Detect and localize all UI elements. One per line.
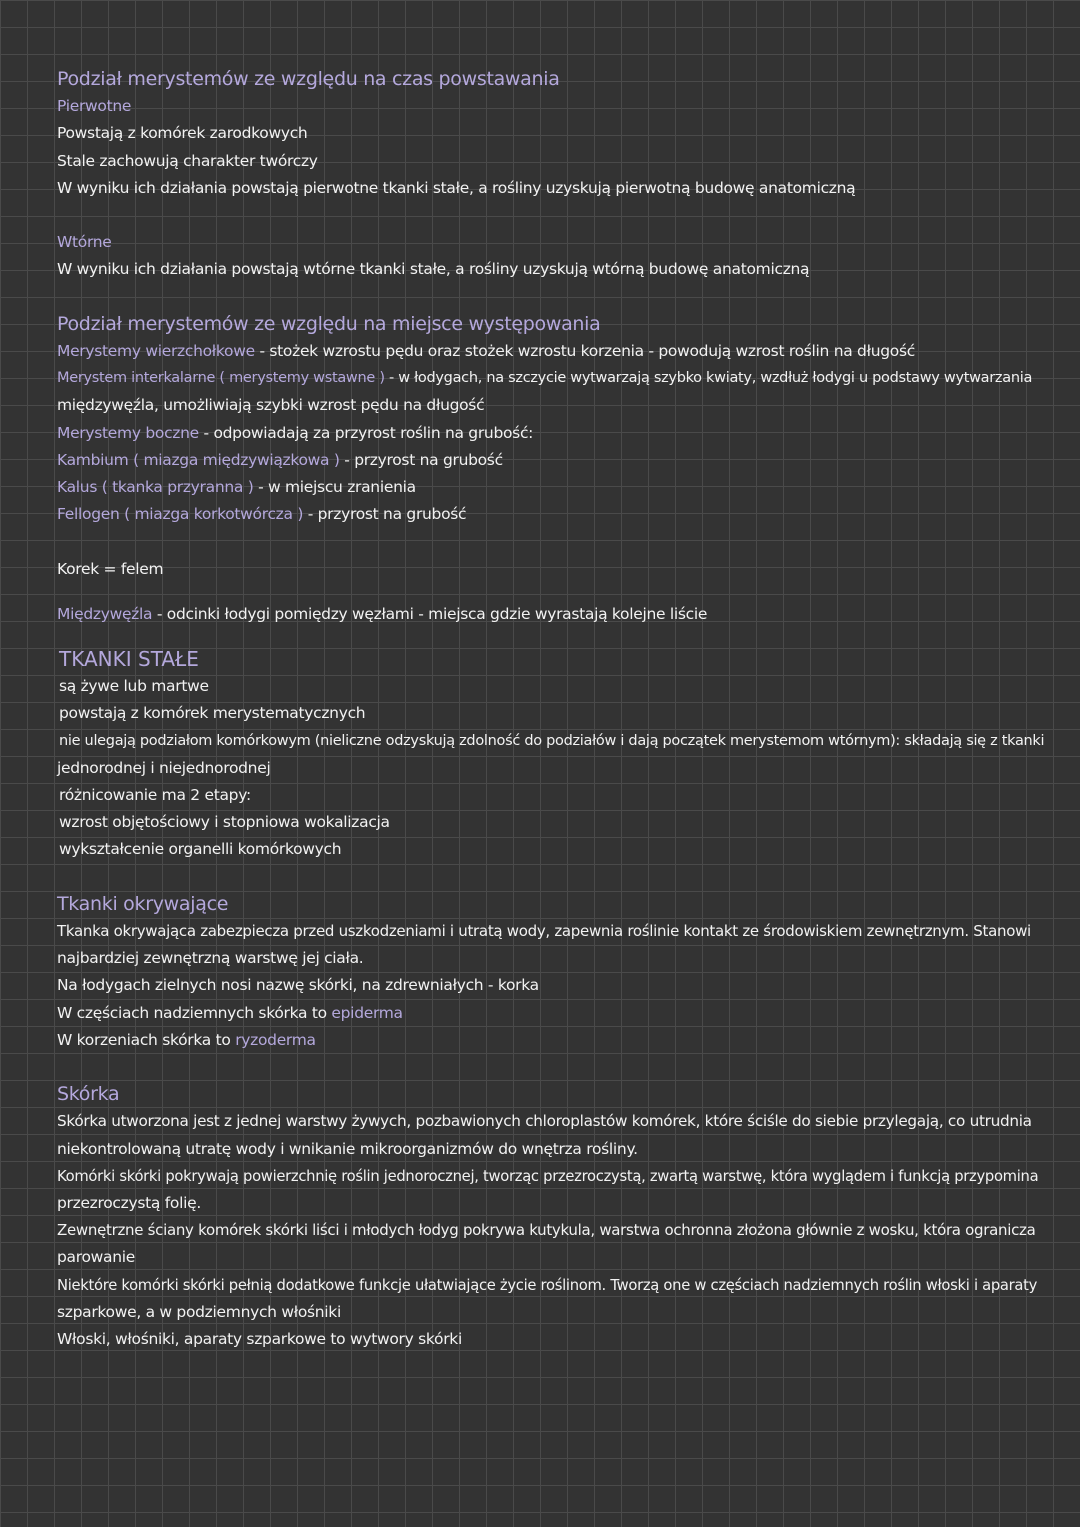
section-title-permanent-tissues: TKANKI STAŁE xyxy=(59,647,199,672)
text-line: szparkowe, a w podziemnych włośniki xyxy=(57,1302,341,1321)
text-line: Kalus ( tkanka przyranna ) - w miejscu zranienia xyxy=(57,478,416,497)
text-line: Kambium ( miazga międzywiązkowa ) - przyrost na grubość xyxy=(57,450,503,469)
term: epiderma xyxy=(331,1003,403,1022)
term: Fellogen ( miazga korkotwórcza ) xyxy=(57,505,304,524)
text-line: W korzeniach skórka to ryzoderma xyxy=(57,1030,316,1049)
text-line: Merystemy boczne - odpowiadają za przyrost roślin na grubość: xyxy=(57,423,534,442)
term: ryzoderma xyxy=(235,1030,316,1049)
term: Kalus ( tkanka przyranna ) xyxy=(57,478,254,497)
text-line: parowanie xyxy=(57,1248,135,1267)
text-line: przezroczystą folię. xyxy=(57,1194,201,1213)
text-line: Na łodygach zielnych nosi nazwę skórki, na zdrewniałych - korka xyxy=(57,976,539,995)
text-line: Międzywęźla - odcinki łodygi pomiędzy węzłami - miejsca gdzie wyrastają kolejne liście xyxy=(57,604,708,623)
term: Merystemy wierzchołkowe xyxy=(57,342,255,360)
text-line: wykształcenie organelli komórkowych xyxy=(59,840,342,859)
term: Kambium ( miazga międzywiązkowa ) xyxy=(57,450,340,469)
text-line: wzrost objętościowy i stopniowa wokalizacja xyxy=(59,813,390,832)
term: Merystemy boczne xyxy=(57,423,199,442)
term: Merystem interkalarne ( merystemy wstawne ) xyxy=(57,370,385,387)
text-line: nie ulegają podziałom komórkowym (nieliczne odzyskują zdolność do podziałów i dają początek merystemom wtórnym): składają się z tkanki xyxy=(59,732,1045,749)
subheading-secondary: Wtórne xyxy=(57,233,112,252)
text-line: Skórka utworzona jest z jednej warstwy żywych, pozbawionych chloroplastów komórek, które ściśle do siebie przylegają, co utrudnia xyxy=(57,1112,1032,1131)
text-line: W wyniku ich działania powstają pierwotne tkanki stałe, a rośliny uzyskują pierwotną budowę anatomiczną xyxy=(57,178,856,197)
text-line: różnicowanie ma 2 etapy: xyxy=(59,786,251,805)
section-title-time: Podział merystemów ze względu na czas powstawania xyxy=(57,68,560,90)
text-line: Korek = felem xyxy=(57,559,164,578)
text-line: niekontrolowaną utratę wody i wnikanie mikroorganizmów do wnętrza rośliny. xyxy=(57,1139,638,1158)
text-line: Merystem interkalarne ( merystemy wstawne ) - w łodygach, na szczycie wytwarzają szybko kwiaty, wzdłuż łodygi u podstawy wytwarzania xyxy=(57,370,1033,387)
term: Międzywęźla xyxy=(57,604,153,623)
notes-page xyxy=(57,66,1047,1353)
text-line: Tkanka okrywająca zabezpiecza przed uszkodzeniami i utratą wody, zapewnia roślinie kontakt ze środowiskiem zewnętrznym. Stanowi xyxy=(57,922,1031,941)
text-line: Komórki skórki pokrywają powierzchnię roślin jednorocznej, tworząc przezroczystą, zwartą warstwę, która wyglądem i funkcją przypomina xyxy=(57,1167,1039,1185)
text-line: Niektóre komórki skórki pełnią dodatkowe funkcje ułatwiające życie roślinom. Tworzą one w częściach nadziemnych roślin włoski i aparaty xyxy=(57,1276,1038,1294)
subheading-primary: Pierwotne xyxy=(57,97,132,116)
text-line: Włoski, włośniki, aparaty szparkowe to wytwory skórki xyxy=(57,1330,462,1349)
text-line: najbardziej zewnętrzną warstwę jej ciała. xyxy=(57,949,364,968)
text-line: powstają z komórek merystematycznych xyxy=(59,704,366,723)
text-line: Powstają z komórek zarodkowych xyxy=(57,124,308,143)
section-title-location: Podział merystemów ze względu na miejsce występowania xyxy=(57,312,601,335)
text-line: Merystemy wierzchołkowe - stożek wzrostu pędu oraz stożek wzrostu korzenia - powodują wzrost roślin na długość xyxy=(57,342,915,360)
text-line: międzywęźla, umożliwiają szybki wzrost pędu na długość xyxy=(57,396,485,415)
text-line: W wyniku ich działania powstają wtórne tkanki stałe, a rośliny uzyskują wtórną budowę anatomiczną xyxy=(57,260,810,279)
text-line: Zewnętrzne ściany komórek skórki liści i młodych łodyg pokrywa kutykula, warstwa ochronna złożona głównie z wosku, która ogranicza xyxy=(57,1221,1036,1240)
text-line: Stale zachowują charakter twórczy xyxy=(57,151,318,170)
text-line: Fellogen ( miazga korkotwórcza ) - przyrost na grubość xyxy=(57,505,467,524)
section-title-epidermis: Skórka xyxy=(57,1083,120,1106)
section-title-covering-tissues: Tkanki okrywające xyxy=(57,892,229,915)
text-line: W częściach nadziemnych skórka to epiderma xyxy=(57,1003,403,1022)
text-line: jednorodnej i niejednorodnej xyxy=(57,758,271,777)
text-line: są żywe lub martwe xyxy=(59,677,209,696)
